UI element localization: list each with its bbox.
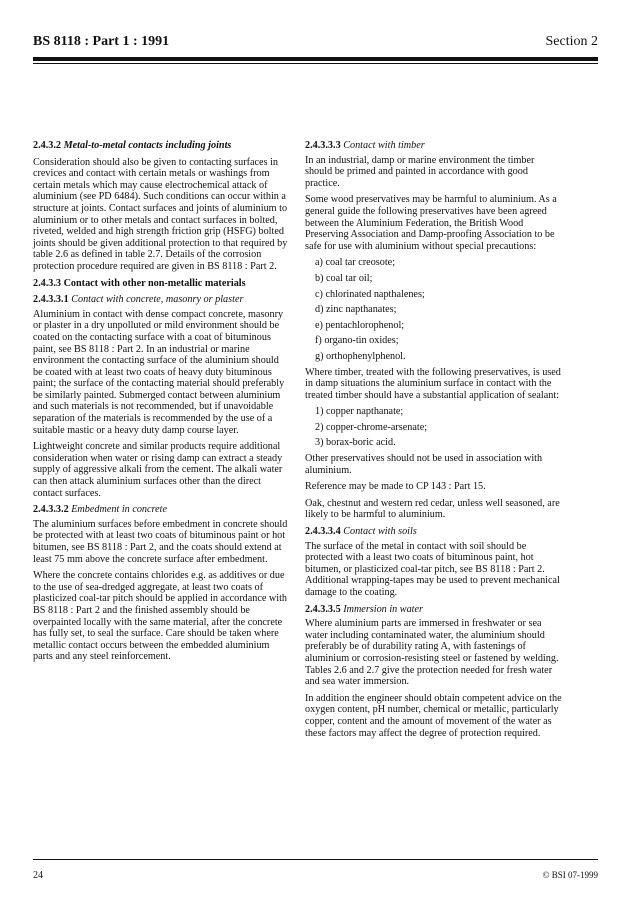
list-item: d) zinc napthanates; (315, 304, 397, 316)
footer-rule (33, 859, 598, 860)
list-item: g) orthophenylphenol. (315, 350, 406, 362)
paragraph: The aluminium surfaces before embedment in concrete should be protected with at least two coats of bituminous paint or hot bitumen, see BS 8118 : Part 2, and the coats should extend at least 75 mm above the concrete surface after embedment. (33, 518, 288, 565)
paragraph: Where aluminium parts are immersed in freshwater or sea water including contaminated water, the aluminium should preferably be of durability rating A, with fastenings of aluminium or corrosion-resisting steel or fastened by welding. Tables 2.6 and 2.7 give the protection needed for fresh water and sea water immersion. (305, 618, 559, 688)
heading-non-metallic: 2.4.3.3 Contact with other non-metallic materials (33, 277, 246, 289)
subheading-number: 2.4.3.3.3 (305, 140, 341, 151)
paragraph: In addition the engineer should obtain competent advice on the oxygen content, pH number, chemical or metallic, particularly copper, content and the amount of movement of the water as these factors may affect the degree of protection required. (305, 692, 562, 739)
header-rule-thick (33, 57, 598, 61)
list-item: e) pentachlorophenol; (315, 319, 405, 331)
subheading-title: Contact with concrete, masonry or plaster (71, 294, 244, 306)
right-column (305, 140, 562, 744)
paragraph: Other preservatives should not be used in association with aluminium. (305, 453, 543, 476)
paragraph: In an industrial, damp or marine environment the timber should be primed and painted in accordance with good practice. (305, 154, 535, 189)
sealant-preservatives-list (305, 406, 562, 449)
paragraph: Some wood preservatives may be harmful to aluminium. As a general guide the following preservatives have been agreed between the Aluminium Federation, the British Wood Preserving Association and Damp-proofing Association to be safe for use with aluminium without special precautions: (305, 194, 557, 252)
subheading-concrete-masonry (33, 294, 290, 306)
list-item: b) coal tar oil; (315, 272, 373, 284)
subheading-soils (305, 526, 562, 538)
subheading-number: 2.4.3.3.1 (33, 294, 69, 306)
paragraph: Oak, chestnut and western red cedar, unless well seasoned, are likely to be harmful to aluminium. (305, 497, 560, 521)
subheading-title: Contact with timber (343, 140, 425, 151)
paragraph: Lightweight concrete and similar products require additional consideration when water or rising damp can extract a steady supply of aggressive alkali from the cement. The alkali water can then attack aluminium surfaces other than the direct contact surfaces. (33, 441, 283, 499)
subheading-number: 2.4.3.3.4 (305, 526, 341, 538)
page-number: 24 (33, 870, 43, 881)
subheading-embedment (33, 504, 290, 516)
list-item: 2) copper-chrome-arsenate; (315, 421, 428, 433)
list-item: 1) copper napthanate; (315, 406, 404, 418)
subheading-immersion (305, 604, 562, 616)
paragraph: Aluminium in contact with dense compact concrete, masonry or plaster in a dry unpolluted or mild environment should be coated on the contacting surface with a coat of bituminous paint, see BS 8118 : Part 2. In an industrial or marine environment the contacting surface of the aluminium should be coated with at least two coats of heavy duty bituminous paint; the surface of the contacting material should preferably be similarly painted. Submerged contact between aluminium and such materials is not recommended, but if unavoidable separation of the materials is recommended by the use of a suitable mastic or a heavy duty damp course layer. (33, 308, 285, 436)
heading-number: 2.4.3.2 (33, 140, 62, 151)
heading-title: Metal-to-metal contacts including joints (63, 140, 232, 151)
paragraph: Where timber, treated with the following preservatives, is used in damp situations the aluminium surface in contact with the treated timber should have a substantial application of sealant: (305, 366, 561, 401)
list-item: f) organo-tin oxides; (315, 335, 399, 347)
subheading-title: Contact with soils (343, 526, 417, 538)
list-item: c) chlorinated napthalenes; (315, 288, 425, 300)
subheading-number: 2.4.3.3.2 (33, 504, 69, 516)
subheading-title: Immersion in water (343, 603, 424, 615)
section-label: Section 2 (545, 34, 598, 49)
paragraph: The surface of the metal in contact with soil should be protected with a least two coats of bituminous paint, hot bitumen, or plasticized coal-tar pitch, see BS 8118 : Part 2. Additional wrapping-tapes may be used to prevent mechanical damage to the coating. (305, 540, 560, 598)
header-rule-thin (33, 63, 598, 64)
document-title: BS 8118 : Part 1 : 1991 (33, 34, 170, 49)
list-item: 3) borax-boric acid. (315, 437, 396, 449)
list-item: a) coal tar creosote; (315, 257, 396, 269)
paragraph: Where the concrete contains chlorides e.g. as additives or due to the use of sea-dredged aggregate, at least two coats of plasticized coal-tar pitch should be applied in accordance with BS 8118 : Part 2 and the finished assembly should be overpainted locally with the same material, after the concrete has fully set, to seal the surface. Care should be taken where metallic contact occurs between the embedded aluminium parts and any steel reinforcement. (33, 570, 288, 663)
paragraph: Consideration should also be given to contacting surfaces in crevices and contact with certain metals or washings from certain metals which may cause electrochemical attack of aluminium (see PD 6484). Such conditions can occur within a structure at joints. Contact surfaces and joints of aluminium to aluminium or to other metals and contact surfaces in bolted, riveted, welded and high strength friction grip (HSFG) bolted joints should be given additional protection to that required by table 2.6 as defined in table 2.7. Details of the corrosion protection procedure required are given in BS 8118 : Part 2. (33, 156, 288, 272)
copyright-notice: © BSI 07-1999 (542, 870, 598, 880)
preservatives-list (305, 257, 562, 362)
subheading-timber (305, 140, 562, 152)
paragraph: Reference may be made to CP 143 : Part 15. (305, 481, 486, 493)
heading-metal-contacts (33, 140, 290, 152)
subheading-number: 2.4.3.3.5 (305, 603, 341, 615)
subheading-title: Embedment in concrete (71, 504, 168, 516)
left-column (33, 140, 290, 668)
